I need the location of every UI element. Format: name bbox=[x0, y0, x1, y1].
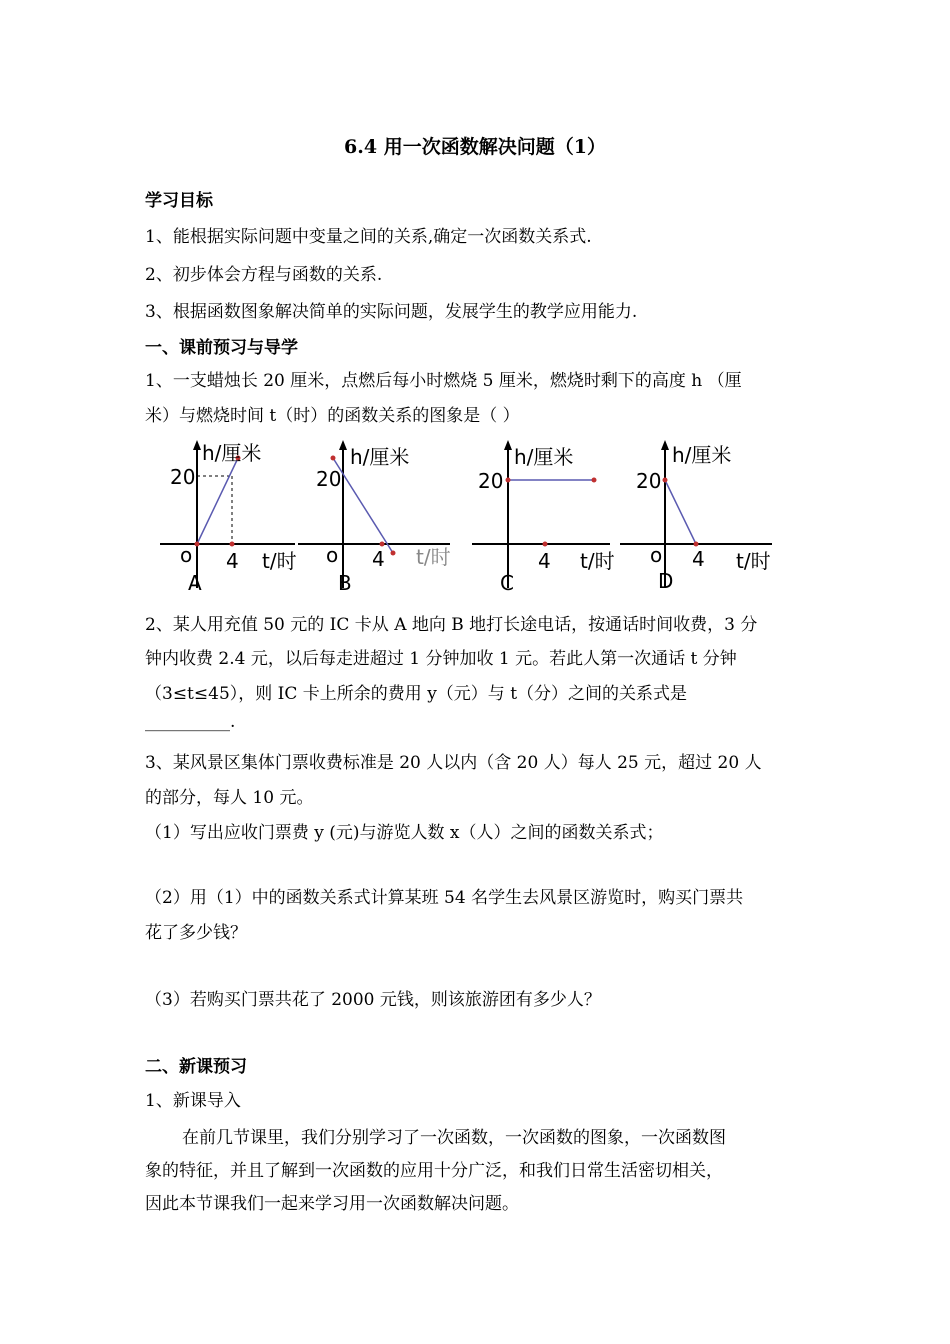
q2-line1: 2、某人用充值 50 元的 IC 卡从 A 地向 B 地打长途电话，按通话时间收费，3 分 bbox=[145, 615, 758, 635]
q1-line2: 米）与燃烧时间 t（时）的函数关系的图象是（ ） bbox=[145, 406, 520, 426]
q3-line1: 3、某风景区集体门票收费标准是 20 人以内（含 20 人）每人 25 元，超过 20 人 bbox=[145, 753, 762, 773]
q2-line4: __________. bbox=[145, 712, 236, 732]
graph-c-y-label: h/厘米 bbox=[514, 445, 574, 469]
q3-sub3: （3）若购买门票共花了 2000 元钱，则该旅游团有多少人？ bbox=[145, 990, 601, 1010]
graph-b bbox=[298, 440, 451, 595]
q2-line3: （3≤t≤45），则 IC 卡上所余的费用 y（元）与 t（分）之间的关系式是 bbox=[145, 684, 688, 704]
graph-b-option: B bbox=[338, 571, 352, 595]
section2-sub: 1、新课导入 bbox=[145, 1091, 241, 1111]
intro-para-line1: 在前几节课里，我们分别学习了一次函数，一次函数的图象，一次函数图 bbox=[182, 1128, 726, 1148]
graph-a bbox=[160, 440, 297, 595]
graph-b-y-label: h/厘米 bbox=[350, 445, 410, 469]
section1-heading: 一、课前预习与导学 bbox=[145, 338, 298, 358]
q3-sub1: （1）写出应收门票费 y (元)与游览人数 x（人）之间的函数关系式； bbox=[145, 823, 664, 843]
graph-d-y-tick: 20 bbox=[636, 469, 662, 493]
graph-c-x-label: t/时 bbox=[580, 549, 615, 573]
graph-a-origin: o bbox=[180, 543, 193, 567]
graph-d-x-tick: 4 bbox=[692, 547, 705, 571]
graph-d-x-label: t/时 bbox=[736, 549, 771, 573]
graph-d-origin: o bbox=[650, 543, 663, 567]
intro-para-line2: 象的特征，并且了解到一次函数的应用十分广泛，和我们日常生活密切相关， bbox=[145, 1161, 723, 1181]
graph-c bbox=[472, 440, 615, 595]
graph-a-x-tick: 4 bbox=[226, 549, 239, 573]
graph-a-x-label: t/时 bbox=[262, 549, 297, 573]
q2-line2: 钟内收费 2.4 元，以后每走进超过 1 分钟加收 1 元。若此人第一次通话 t 分钟 bbox=[145, 649, 737, 669]
graph-c-x-tick: 4 bbox=[538, 549, 551, 573]
q3-sub2-line1: （2）用（1）中的函数关系式计算某班 54 名学生去风景区游览时，购买门票共 bbox=[145, 888, 744, 908]
answer-graphs bbox=[150, 438, 790, 598]
graph-b-origin: o bbox=[326, 543, 339, 567]
graph-b-x-tick: 4 bbox=[372, 547, 385, 571]
intro-para-line3: 因此本节课我们一起来学习用一次函数解决问题。 bbox=[145, 1194, 519, 1214]
graph-b-x-label: t/时 bbox=[416, 545, 451, 569]
graph-d bbox=[620, 440, 772, 593]
graph-d-y-label: h/厘米 bbox=[672, 443, 732, 467]
graph-c-y-tick: 20 bbox=[478, 469, 504, 493]
goal-item-3: 3、根据函数图象解决简单的实际问题，发展学生的教学应用能力. bbox=[145, 302, 638, 322]
page-title: 6.4 用一次函数解决问题（1） bbox=[344, 136, 606, 158]
graph-a-y-label: h/厘米 bbox=[202, 441, 262, 465]
q3-sub2-line2: 花了多少钱？ bbox=[145, 923, 247, 943]
section2-heading: 二、新课预习 bbox=[145, 1057, 247, 1077]
q1-line1: 1、一支蜡烛长 20 厘米，点燃后每小时燃烧 5 厘米，燃烧时剩下的高度 h （厘 bbox=[145, 371, 742, 391]
graph-a-y-tick: 20 bbox=[170, 465, 196, 489]
graph-a-option: A bbox=[188, 571, 202, 595]
goals-heading: 学习目标 bbox=[145, 191, 213, 211]
graph-c-option: C bbox=[500, 571, 514, 595]
goal-item-2: 2、初步体会方程与函数的关系. bbox=[145, 265, 383, 285]
goal-item-1: 1、能根据实际问题中变量之间的关系,确定一次函数关系式. bbox=[145, 227, 592, 247]
q3-line2: 的部分，每人 10 元。 bbox=[145, 788, 314, 808]
graph-d-option: D bbox=[658, 569, 674, 593]
graph-b-y-tick: 20 bbox=[316, 467, 342, 491]
